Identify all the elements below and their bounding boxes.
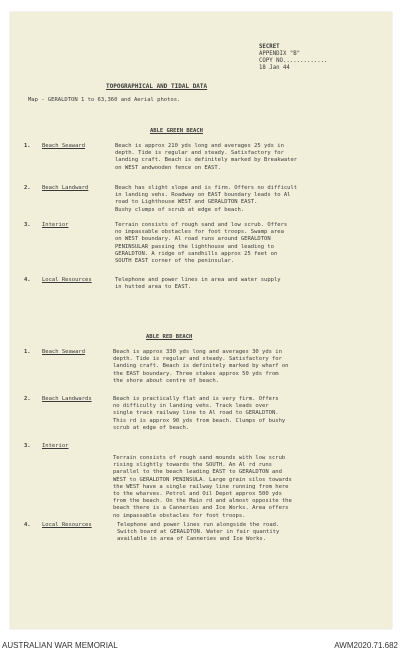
secret-label: SECRET bbox=[259, 44, 280, 50]
green-item-label: Local Resources bbox=[42, 277, 92, 283]
document-date: 18 Jan 44 bbox=[259, 65, 290, 71]
green-item-text: Telephone and power lines in area and water supply in hutted area to EAST. bbox=[115, 277, 281, 291]
red-item-number: 4. bbox=[24, 522, 31, 528]
red-item-number: 2. bbox=[24, 396, 31, 402]
red-beach-heading: ABLE RED BEACH bbox=[146, 334, 193, 340]
red-item-label: Beach Landwards bbox=[42, 396, 92, 402]
red-item-text: Telephone and power lines run alongside the road. Switch board at GERALDTON. Water in fair quantity available in area of Canneries and Ice Works. bbox=[117, 522, 280, 543]
red-item-text: Beach is approx 330 yds long and averages 30 yds in depth. Tide is regular and steady. Satisfactory for landing craft. Beach is definitely marked by wharf on the EAST boundary. Three stakes approx 50 yds from the shore about centre of beach. bbox=[113, 349, 289, 384]
copy-number: COPY NO............. bbox=[259, 58, 328, 64]
archive-footer bbox=[0, 633, 401, 653]
green-item-number: 1. bbox=[24, 143, 31, 149]
archive-reference: AWM2020.71.682 bbox=[334, 641, 398, 650]
green-item-text: Beach is approx 210 yds long and averages 25 yds in depth. Tide is regular and steady. Satisfactory for landing craft. Beach is definitely marked by Breakwater on WEST andwooden fence on EAST. bbox=[115, 143, 298, 171]
red-item-label: Interior bbox=[42, 443, 69, 449]
document-title: TOPOGRAPHICAL AND TIDAL DATA bbox=[106, 83, 208, 90]
green-item-text: Beach has slight slope and is firm. Offers no difficult in landing vehs. Roadway on EAST boundary leads to Al road to Lighthouse WEST and GERALDTON EAST. Bushy clumps of scrub at edge of beach. bbox=[115, 185, 298, 213]
green-item-label: Beach Seaward bbox=[42, 143, 86, 149]
green-item-label: Interior bbox=[42, 222, 69, 228]
green-item-label: Beach Landward bbox=[42, 185, 89, 191]
green-beach-heading: ABLE GREEN BEACH bbox=[150, 128, 203, 134]
red-item-number: 3. bbox=[24, 443, 31, 449]
green-item-number: 4. bbox=[24, 277, 31, 283]
green-item-number: 2. bbox=[24, 185, 31, 191]
archive-name: AUSTRALIAN WAR MEMORIAL bbox=[2, 641, 118, 650]
green-item-text: Terrain consists of rough sand and low scrub. Offers no impassable obstacles for foot troops. Swamp area on WEST boundary. Al road runs around GERALDTON PENINSULAR passing the lighthouse and leading to GERALDTON. A ridge of sandhills approx 25 feet on SOUTH EAST corner of the peninsular. bbox=[115, 222, 288, 265]
map-reference: Map - GERALDTON 1 to 63,360 and Aerial photos. bbox=[28, 97, 181, 103]
red-item-number: 1. bbox=[24, 349, 31, 355]
appendix-label: APPENDIX "B" bbox=[259, 51, 301, 57]
red-item-text: Beach is practically flat and is very firm. Offers no difficulty in landing vehs. Track leads over single track railway line to Al road to GERALDTON. This rd is approx 90 yds from beach. Clumps of bushy scrub at edge of beach. bbox=[113, 396, 286, 431]
green-item-number: 3. bbox=[24, 222, 31, 228]
red-item-label: Local Resources bbox=[42, 522, 92, 528]
red-item-label: Beach Seaward bbox=[42, 349, 86, 355]
red-item-text: Terrain consists of rough sand mounds with low scrub rising slightly towards the SOUTH. An Al rd runs parallel to the beach leading EAST to GERALDTON and WEST to GERALDTON PENINSULA. Large grain silos towards the WEST have a single railway line running from here to the wharves. Petrol and Oil Depot approx 500 yds from the beach. On the Main rd and almost opposite the beach there is a Canneries and Ice Works. Area offers no impassable obstacles for foot troops. bbox=[113, 455, 292, 519]
